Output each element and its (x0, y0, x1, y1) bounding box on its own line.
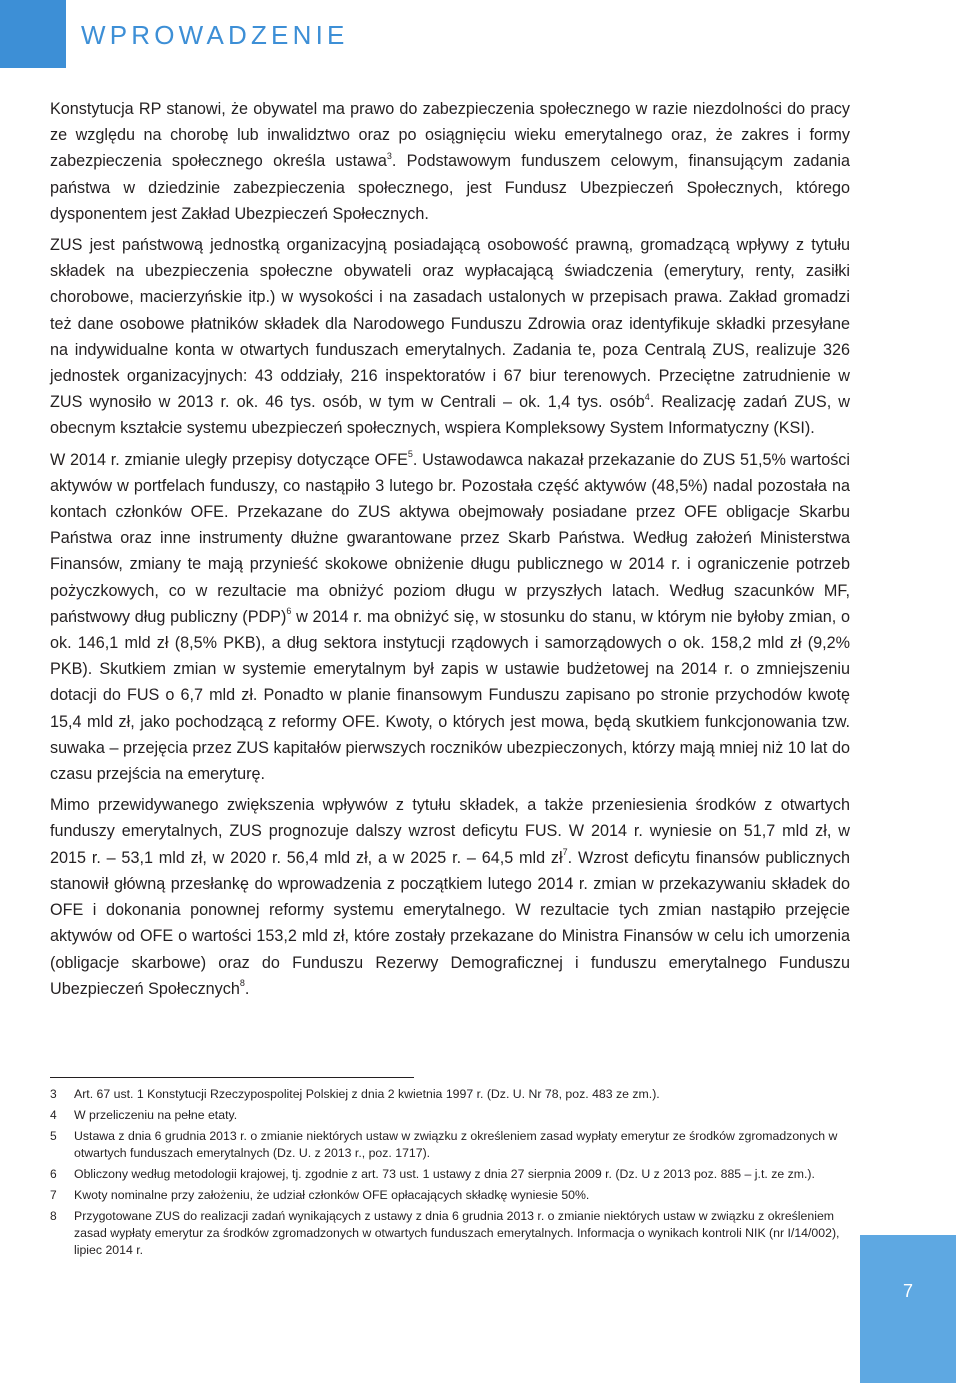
paragraph-4 (50, 792, 850, 1002)
footnote-item (50, 1086, 850, 1103)
paragraph-text: W 2014 r. zmianie uległy przepisy dotyczące OFE (50, 450, 408, 469)
footnote-ref[interactable]: 7 (562, 847, 568, 858)
footnote-item (50, 1208, 850, 1259)
footnote-number: 7 (50, 1188, 57, 1202)
footnote-ref[interactable]: 3 (386, 151, 392, 162)
paragraph-text: . (244, 979, 250, 998)
paragraph-text: . Realizację zadań ZUS, w obecnym kształcie systemu ubezpieczeń społecznych, wspiera Kompleksowy System Informatyczny (KSI). (50, 393, 850, 438)
footnote-text: Art. 67 ust. 1 Konstytucji Rzeczypospolitej Polskiej z dnia 2 kwietnia 1997 r. (Dz. U. Nr 78, poz. 483 ze zm.). (74, 1087, 660, 1101)
footnotes (50, 1086, 850, 1263)
paragraph-3 (50, 447, 850, 788)
footnote-number: 6 (50, 1167, 57, 1181)
footnote-text: Przygotowane ZUS do realizacji zadań wynikających z ustawy z dnia 6 grudnia 2013 r. o zmianie niektórych ustaw w związku z określeniem zasad wypłaty emerytur za środków zgromadzonych w otwartych funduszach emerytalnych. Informacja o wynikach kontroli NIK (nr I/14/002), lipiec 2014 r. (74, 1209, 840, 1257)
paragraph-2 (50, 232, 850, 442)
footnote-item (50, 1107, 850, 1124)
footnote-item (50, 1166, 850, 1183)
paragraph-text: . Podstawowym funduszem celowym, finansującym zadania państwa w dziedzinie zabezpieczenia społecznego, jest Fundusz Ubezpieczeń Społecznych, którego dysponentem jest Zakład Ubezpieczeń Społecznych. (50, 152, 850, 223)
footnote-ref[interactable]: 5 (407, 449, 413, 460)
footnote-number: 8 (50, 1209, 57, 1223)
footnote-text: W przeliczeniu na pełne etaty. (74, 1108, 238, 1122)
footnote-number: 4 (50, 1108, 57, 1122)
section-title: WPROWADZENIE (81, 20, 349, 50)
paragraph-1 (50, 96, 850, 227)
header-accent-block (0, 0, 66, 68)
footnote-number: 5 (50, 1129, 57, 1143)
footnote-divider (50, 1077, 414, 1078)
paragraph-text: w 2014 r. ma obniżyć się, w stosunku do stanu, w którym nie byłoby zmian, o ok. 146,1 mld zł (8,5% PKB), a dług sektora instytucji rządowych i samorządowych o ok. 158,2 mld zł (9,2% PKB). Skutkiem zmian w systemie emerytalnym był zapis w ustawie budżetowej na 2014 r. o zmniejszeniu dotacji do FUS o 6,7 mld zł. Ponadto w planie finansowym Funduszu zapisano po stronie przychodów kwotę 15,4 mld zł, jako pochodzącą z reformy OFE. Kwoty, o których jest mowa, będą skutkiem funkcjonowania tzw. suwaka – przejęcia przez ZUS kapitałów pierwszych roczników ubezpieczonych, którzy mają mniej niż 10 lat do czasu przejścia na emeryturę. (50, 607, 850, 784)
footnote-number: 3 (50, 1087, 57, 1101)
paragraph-text: . Ustawodawca nakazał przekazanie do ZUS 51,5% wartości aktywów w portfelach funduszy, co nastąpiło 3 lutego br. Pozostała część aktywów (48,5%) nadal pozostała na kontach członków OFE. Przekazane do ZUS aktywa obejmowały posiadane przez OFE obligacje Skarbu Państwa oraz inne instrumenty dłużne gwarantowane przez Skarb Państwa. Według założeń Ministerstwa Finansów, zmiany te mają przynieść skokowe obniżenie długu publicznego w 2014 r. i ograniczenie potrzeb pożyczkowych, co w rezultacie ma obniżyć poziom długu w przyszłych latach. Według szacunków MF, państwowy dług publiczny (PDP) (50, 450, 850, 626)
main-text (50, 96, 850, 1007)
footnote-ref[interactable]: 6 (286, 606, 292, 617)
footnote-item (50, 1187, 850, 1204)
footnote-ref[interactable]: 4 (644, 391, 650, 402)
footnote-text: Obliczony według metodologii krajowej, tj. zgodnie z art. 73 ust. 1 ustawy z dnia 27 sierpnia 2009 r. (Dz. U z 2013 poz. 885 – j.t. ze zm.). (74, 1167, 815, 1181)
paragraph-text: . Wzrost deficytu finansów publicznych stanowił główną przesłankę do wprowadzenia z początkiem lutego 2014 r. zmian w przekazywaniu składek do OFE i dokonania ponownej reformy systemu emerytalnego. W rezultacie tych zmian nastąpiło przejęcie aktywów od OFE o wartości 153,2 mld zł, które zostały przekazane do Ministra Finansów w celu ich umorzenia (obligacje skarbowe) oraz do Funduszu Rezerwy Demograficznej i funduszu emerytalnego Funduszu Ubezpieczeń Społecznych (50, 848, 850, 998)
footnote-item (50, 1128, 850, 1162)
footnote-ref[interactable]: 8 (239, 978, 245, 989)
footnote-text: Ustawa z dnia 6 grudnia 2013 r. o zmianie niektórych ustaw w związku z określeniem zasad wypłaty emerytur ze środków zgromadzonych w otwartych funduszach emerytalnych (Dz. U. z 2013 r., poz. 1717). (74, 1129, 838, 1160)
footnote-text: Kwoty nominalne przy założeniu, że udział członków OFE opłacających składkę wyniesie 50%. (74, 1188, 590, 1202)
page-number: 7 (902, 1281, 913, 1301)
page-header (0, 0, 960, 68)
paragraph-text: Mimo przewidywanego zwiększenia wpływów z tytułu składek, a także przeniesienia środków z otwartych funduszy emerytalnych, ZUS prognozuje dalszy wzrost deficytu FUS. W 2014 r. wyniesie on 51,7 mld zł, w 2015 r. – 53,1 mld zł, w 2020 r. 56,4 mld zł, a w 2025 r. – 64,5 mld zł (50, 796, 850, 867)
page-number-box (860, 1235, 956, 1383)
paragraph-text: ZUS jest państwową jednostką organizacyjną posiadającą osobowość prawną, gromadzącą wpływy z tytułu składek na ubezpieczenia społeczne obywateli oraz wypłacającą świadczenia (emerytury, renty, zasiłki chorobowe, macierzyńskie itp.) w wysokości i na zasadach ustalonych w przepisach prawa. Zakład gromadzi też dane osobowe płatników składek dla Narodowego Funduszu Zdrowia oraz identyfikuje składki przesyłane na indywidualne konta w otwartych funduszach emerytalnych. Zadania te, poza Centralą ZUS, realizuje 326 jednostek organizacyjnych: 43 oddziały, 216 inspektoratów i 67 biur terenowych. Przeciętne zatrudnienie w ZUS wynosiło w 2013 r. ok. 46 tys. osób, w tym w Centrali – ok. 1,4 tys. osób (50, 236, 850, 412)
paragraph-text: Konstytucja RP stanowi, że obywatel ma prawo do zabezpieczenia społecznego w razie niezdolności do pracy ze względu na chorobę lub inwalidztwo oraz po osiągnięciu wieku emerytalnego oraz, że zakres i formy zabezpieczenia społecznego określa ustawa (50, 100, 850, 171)
